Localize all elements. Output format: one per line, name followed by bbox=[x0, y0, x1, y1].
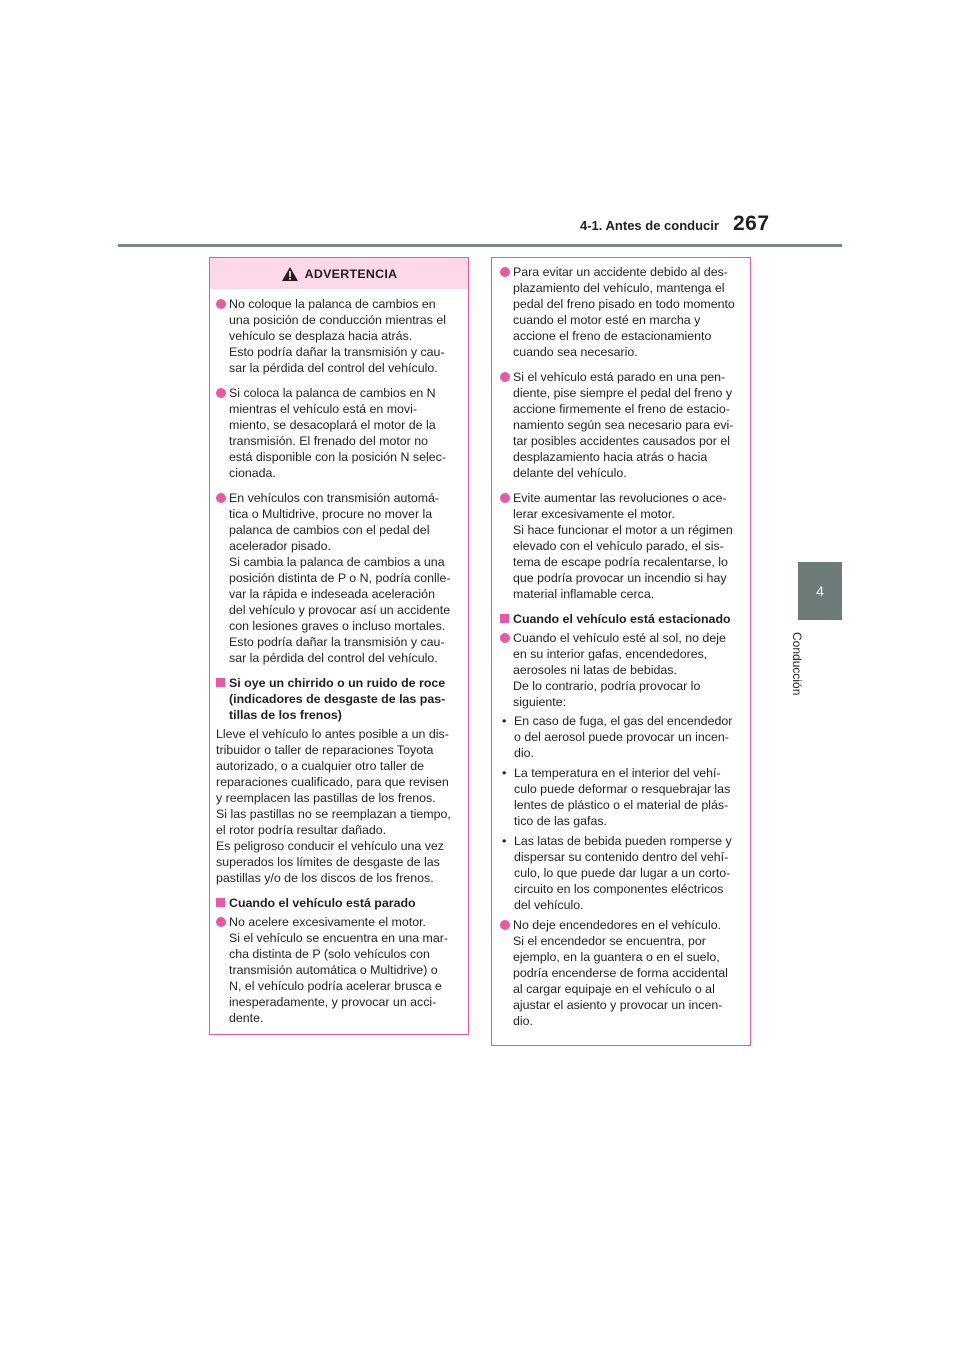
text-line: el rotor podría resultar dañado. bbox=[216, 823, 387, 837]
text-line: superados los límites de desgaste de las bbox=[216, 855, 440, 869]
warning-box bbox=[209, 257, 469, 1035]
text-line: N, el vehículo podría acelerar brusca e bbox=[229, 979, 442, 993]
text-line: cha distinta de P (solo vehículos con bbox=[229, 947, 430, 961]
text-line: que podría provocar un incendio si hay bbox=[513, 571, 727, 585]
text-line: transmisión. El frenado del motor no bbox=[229, 434, 429, 448]
text-line: autorizado, o a cualquier otro taller de bbox=[216, 759, 425, 773]
text-line: plazamiento del vehículo, mantenga el bbox=[513, 281, 725, 295]
text-line: aerosoles ni latas de bebidas. bbox=[513, 663, 677, 677]
text-line: Si las pastillas no se reemplazan a tiempo, bbox=[216, 807, 451, 821]
text-line: miento, se desacoplará el motor de la bbox=[229, 418, 436, 432]
text-line: • En caso de fuga, el gas del encendedor bbox=[514, 714, 733, 728]
text-line: var la rápida e indeseada aceleración bbox=[229, 587, 435, 601]
text-line: Si cambia la palanca de cambios a una bbox=[229, 555, 445, 569]
text-line: desplazamiento hacia atrás o hacia bbox=[513, 450, 708, 464]
text-line: ejemplo, en la guantera o en el suelo, bbox=[513, 950, 720, 964]
text-line: Para evitar un accidente debido al des- bbox=[513, 265, 728, 279]
warning-triangle-icon bbox=[281, 266, 299, 282]
warning-box-continued bbox=[491, 257, 751, 1046]
text-line: Si el vehículo está parado en una pen- bbox=[513, 370, 726, 384]
text-line: dio. bbox=[514, 746, 534, 760]
text-line: accione el freno de estacionamiento bbox=[513, 329, 712, 343]
text-line: Si hace funcionar el motor a un régimen bbox=[513, 523, 733, 537]
text-line: dio. bbox=[513, 1014, 533, 1028]
text-line: transmisión automática o Multidrive) o bbox=[229, 963, 438, 977]
text-line: Cuando el vehículo está estacionado bbox=[513, 612, 731, 626]
section-heading bbox=[500, 611, 740, 627]
section-heading bbox=[216, 675, 458, 723]
text-line: Si el vehículo se encuentra en una mar- bbox=[229, 931, 449, 945]
text-line: Cuando el vehículo está parado bbox=[229, 896, 416, 910]
text-line: tar posibles accidentes causados por el bbox=[513, 434, 730, 448]
text-line: posición distinta de P o N, podría conlle- bbox=[229, 571, 451, 585]
text-line: No coloque la palanca de cambios en bbox=[229, 297, 436, 311]
text-line: podría encenderse de forma accidental bbox=[513, 966, 728, 980]
bullet-item bbox=[500, 765, 740, 829]
bullet-item bbox=[500, 713, 740, 761]
text-line: en su interior gafas, encendedores, bbox=[513, 647, 708, 661]
text-line: Lleve el vehículo lo antes posible a un dis- bbox=[216, 727, 449, 741]
text-line: material inflamable cerca. bbox=[513, 587, 655, 601]
text-line: tica o Multidrive, procure no mover la bbox=[229, 507, 433, 521]
text-line: tico de las gafas. bbox=[514, 814, 607, 828]
text-line: dispersar su contenido dentro del vehí- bbox=[514, 850, 729, 864]
text-line: delante del vehículo. bbox=[513, 466, 627, 480]
text-line: reparaciones cualificado, para que revisen bbox=[216, 775, 449, 789]
text-line: vehículo se desplaza hacia atrás. bbox=[229, 329, 413, 343]
text-line: cuando el motor esté en marcha y bbox=[513, 313, 701, 327]
text-line: del vehículo. bbox=[514, 898, 584, 912]
warning-item bbox=[500, 369, 740, 481]
warning-item bbox=[216, 914, 458, 1026]
text-line: De lo contrario, podría provocar lo bbox=[513, 679, 701, 693]
text-line: palanca de cambios con el pedal del bbox=[229, 523, 430, 537]
warning-header bbox=[210, 258, 468, 289]
text-line: cionada. bbox=[229, 466, 276, 480]
text-line: sar la pérdida del control del vehículo. bbox=[229, 651, 438, 665]
text-line: diente, pise siempre el pedal del freno y bbox=[513, 386, 733, 400]
text-line: pedal del freno pisado en todo momento bbox=[513, 297, 735, 311]
text-line: Si coloca la palanca de cambios en N bbox=[229, 386, 436, 400]
text-line: En vehículos con transmisión automá- bbox=[229, 491, 440, 505]
warning-item bbox=[216, 296, 458, 376]
page-number: 267 bbox=[733, 212, 770, 235]
text-line: tribuidor o taller de reparaciones Toyota bbox=[216, 743, 434, 757]
text-line: namiento según sea necesario para evi- bbox=[513, 418, 734, 432]
text-line: • Las latas de bebida pueden romperse y bbox=[514, 834, 732, 848]
warning-item bbox=[500, 490, 740, 602]
section-heading bbox=[216, 895, 458, 911]
text-line: (indicadores de desgaste de las pas- bbox=[229, 692, 446, 706]
text-line: Esto podría dañar la transmisión y cau- bbox=[229, 635, 445, 649]
text-line: tillas de los frenos) bbox=[229, 708, 342, 722]
text-line: lentes de plástico o el material de plás- bbox=[514, 798, 729, 812]
chapter-label: Conducción bbox=[790, 632, 804, 696]
chapter-tab bbox=[798, 562, 842, 620]
text-line: dente. bbox=[229, 1011, 264, 1025]
text-line: ajustar el asiento y provocar un incen- bbox=[513, 998, 723, 1012]
text-line: está disponible con la posición N selec- bbox=[229, 450, 446, 464]
text-line: Si oye un chirrido o un ruido de roce bbox=[229, 676, 446, 690]
text-line: • La temperatura en el interior del vehí- bbox=[514, 766, 721, 780]
warning-item bbox=[500, 917, 740, 1029]
bullet-item bbox=[500, 833, 740, 913]
text-line: Si el encendedor se encuentra, por bbox=[513, 934, 706, 948]
text-line: pastillas y/o de los discos de los frenos. bbox=[216, 871, 434, 885]
text-line: mientras el vehículo está en movi- bbox=[229, 402, 418, 416]
text-line: No deje encendedores en el vehículo. bbox=[513, 918, 722, 932]
text-line: circuito en los componentes eléctricos bbox=[514, 882, 724, 896]
text-line: una posición de conducción mientras el bbox=[229, 313, 446, 327]
warning-title: ADVERTENCIA bbox=[304, 266, 398, 281]
text-line: Es peligroso conducir el vehículo una vez bbox=[216, 839, 444, 853]
text-line: No acelere excesivamente el motor. bbox=[229, 915, 426, 929]
text-line: al cargar equipaje en el vehículo o al bbox=[513, 982, 715, 996]
text-line: y reemplacen las pastillas de los frenos. bbox=[216, 791, 436, 805]
text-line: culo, lo que puede dar lugar a un corto- bbox=[514, 866, 731, 880]
left-content bbox=[210, 289, 468, 1026]
text-line: Evite aumentar las revoluciones o ace- bbox=[513, 491, 727, 505]
header-rule bbox=[118, 244, 842, 247]
warning-item bbox=[216, 490, 458, 666]
warning-item bbox=[500, 264, 740, 360]
text-line: sar la pérdida del control del vehículo. bbox=[229, 361, 438, 375]
text-line: o del aerosol puede provocar un incen- bbox=[514, 730, 729, 744]
text-line: siguiente: bbox=[513, 695, 567, 709]
warning-item bbox=[216, 385, 458, 481]
chapter-number: 4 bbox=[816, 583, 824, 599]
text-line: tema de escape podría recalentarse, lo bbox=[513, 555, 728, 569]
text-line: cuando sea necesario. bbox=[513, 345, 638, 359]
text-line: Esto podría dañar la transmisión y cau- bbox=[229, 345, 445, 359]
warning-item bbox=[500, 630, 740, 710]
text-line: del vehículo y provocar así un accidente bbox=[229, 603, 451, 617]
paragraph bbox=[216, 726, 458, 886]
text-line: culo puede deformar o resquebrajar las bbox=[514, 782, 731, 796]
text-line: Cuando el vehículo esté al sol, no deje bbox=[513, 631, 726, 645]
text-line: accione firmemente el freno de estacio- bbox=[513, 402, 730, 416]
text-line: con lesiones graves o incluso mortales. bbox=[229, 619, 446, 633]
section-title: 4-1. Antes de conducir bbox=[580, 218, 719, 233]
text-line: elevado con el vehículo parado, el sis- bbox=[513, 539, 724, 553]
text-line: acelerador pisado. bbox=[229, 539, 331, 553]
text-line: lerar excesivamente el motor. bbox=[513, 507, 675, 521]
text-line: inesperadamente, y provocar un acci- bbox=[229, 995, 437, 1009]
